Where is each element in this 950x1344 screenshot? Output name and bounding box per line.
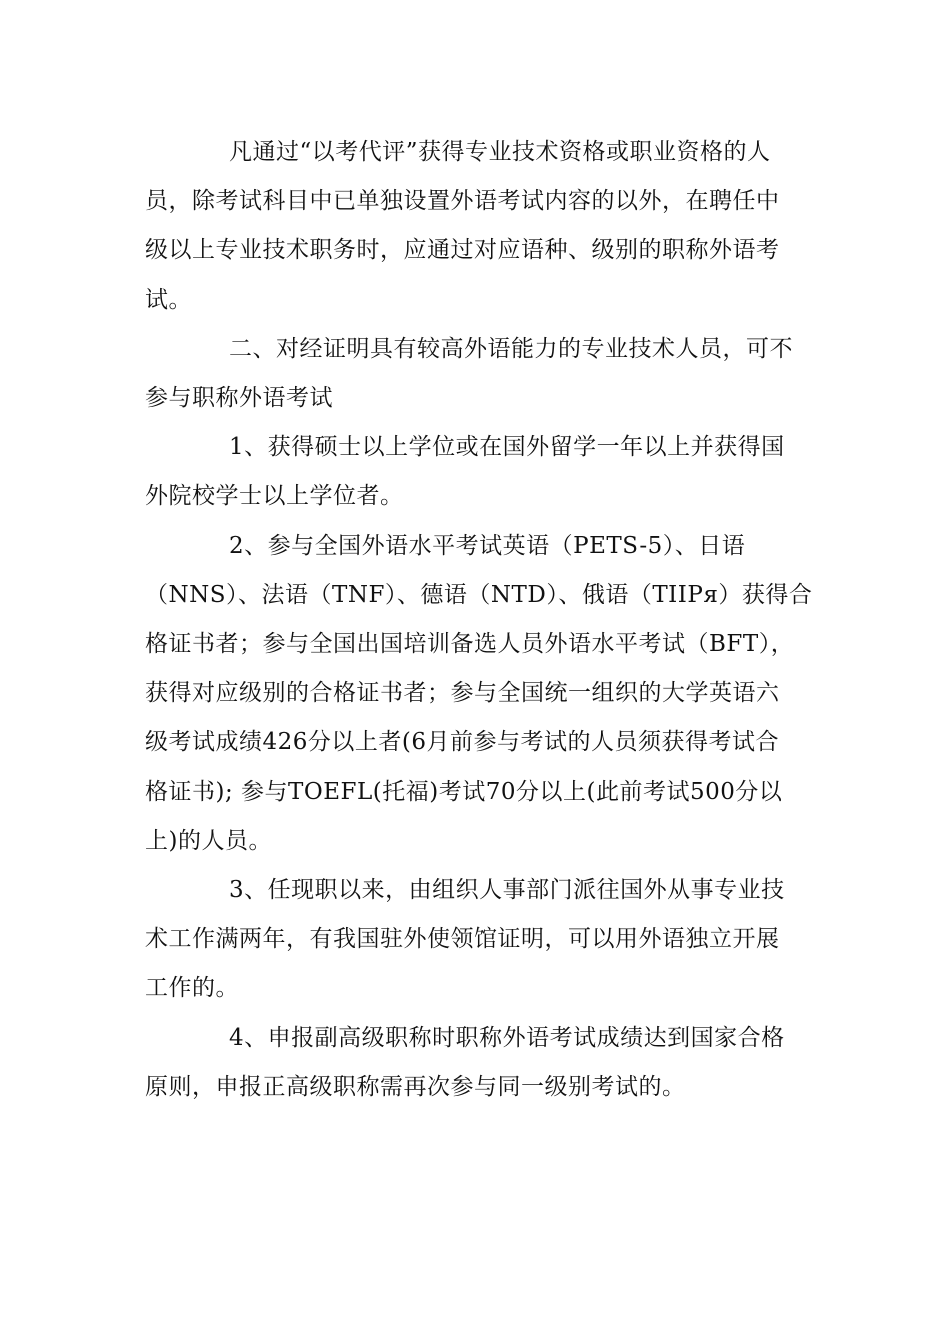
- paragraph-4: [145, 522, 813, 866]
- text-line: 级以上专业技术职务时，应通过对应语种、级别的职称外语考: [145, 237, 780, 264]
- document-body: [145, 128, 813, 1112]
- text-line: 3、任现职以来，由组织人事部门派往国外从事专业技: [229, 877, 785, 904]
- paragraph-5: [145, 866, 810, 1014]
- paragraph-2: [145, 325, 810, 423]
- text-line: 员，除考试科目中已单独设置外语考试内容的以外，在聘任中: [145, 188, 780, 215]
- text-line: 工作的。: [145, 975, 239, 1002]
- text-line: 原则，申报正高级职称需再次参与同一级别考试的。: [145, 1073, 686, 1100]
- paragraph-3: [145, 423, 810, 521]
- text-line: 二、对经证明具有较高外语能力的专业技术人员，可不: [229, 335, 793, 362]
- text-line: 术工作满两年，有我国驻外使领馆证明，可以用外语独立开展: [145, 926, 780, 953]
- text-line: 4、申报副高级职称时职称外语考试成绩达到国家合格: [229, 1024, 785, 1051]
- text-line: 2、参与全国外语水平考试英语（PETS-5）、日语: [229, 532, 746, 559]
- text-line: 1、获得硕士以上学位或在国外留学一年以上并获得国: [229, 434, 785, 461]
- paragraph-6: [145, 1014, 810, 1112]
- text-line: 格证书者；参与全国出国培训备选人员外语水平考试（BFT），: [145, 631, 795, 658]
- paragraph-1: [145, 128, 810, 325]
- text-line: 格证书); 参与TOEFL(托福)考试70分以上(此前考试500分以: [145, 778, 783, 805]
- text-line: 上)的人员。: [145, 827, 272, 854]
- text-line: （NNS）、法语（TNF）、德语（NTD）、俄语（TIIPя）获得合: [145, 581, 813, 608]
- text-line: 参与职称外语考试: [145, 385, 333, 412]
- text-line: 外院校学士以上学位者。: [145, 483, 404, 510]
- text-line: 级考试成绩426分以上者(6月前参与考试的人员须获得考试合: [145, 729, 780, 756]
- text-line: 获得对应级别的合格证书者；参与全国统一组织的大学英语六: [145, 680, 780, 707]
- text-line: 试。: [145, 286, 192, 313]
- text-line: 凡通过“以考代评”获得专业技术资格或职业资格的人: [229, 139, 771, 165]
